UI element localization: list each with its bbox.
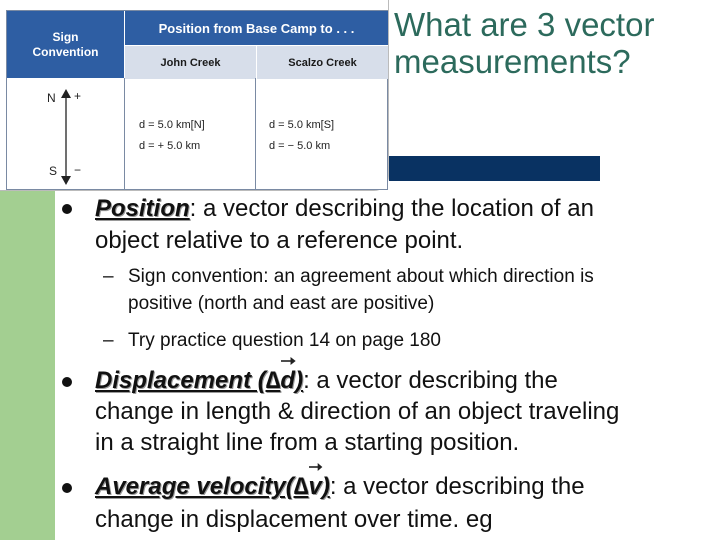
velocity-term [95,473,330,500]
sign-convention-line1: Sign convention: an agreement about which direction is [128,266,594,287]
table-divider [124,78,125,189]
table-divider [255,78,256,189]
scalzo-creek-scalar: d = − 5.0 km [269,140,331,152]
john-creek-scalar: d = + 5.0 km [139,140,201,152]
sub-bullet-dash: – [103,266,114,287]
displacement-bullet-line1 [95,365,558,396]
sub-bullet-dash: – [103,330,114,351]
decorative-bar [389,156,600,181]
north-south-arrow-icon [59,89,73,185]
displacement-vector-letter: d [280,367,296,394]
slide-title: What are 3 vector measurements? [394,6,655,80]
position-bullet-line1 [95,193,594,224]
velocity-vector-letter: v [308,473,322,500]
sign-convention-figure [0,0,388,190]
displacement-definition-3: in a straight line from a starting position. [95,429,520,456]
scalzo-creek-header: Scalzo Creek [256,45,388,79]
position-table [6,10,388,190]
displacement-term-text: Displacement (∆ [95,367,281,394]
velocity-term-text: Average velocity(∆ [95,473,309,500]
displacement-term-close: ) [295,367,304,394]
south-label: S [49,164,58,178]
south-sign: − [74,163,82,177]
sign-convention-header [7,11,124,78]
vector-arrow-icon [309,462,322,472]
left-accent-bar [0,190,55,540]
vector-arrow-icon [281,356,296,366]
velocity-vector [308,471,321,502]
header-left-line2: Convention [32,44,99,59]
north-label: N [47,91,56,105]
bullet-dot [62,204,72,214]
john-creek-vector: d = 5.0 km[N] [139,119,205,131]
velocity-bullet-line1 [95,471,585,502]
velocity-term-close: ) [321,473,330,500]
position-header: Position from Base Camp to . . . [124,11,388,45]
velocity-definition-1: : a vector describing the [329,473,585,500]
bullet-dot [62,377,72,387]
position-definition-1: : a vector describing the location of an [189,195,594,222]
position-definition-2: object relative to a reference point. [95,227,464,254]
header-left-line1: Sign [52,29,79,44]
displacement-definition-1: : a vector describing the [303,367,558,394]
displacement-vector [280,365,295,396]
john-creek-header: John Creek [124,45,256,79]
sign-convention-line2: positive (north and east are positive) [128,293,435,314]
scalzo-creek-vector: d = 5.0 km[S] [269,119,335,131]
north-sign: + [74,89,82,103]
bullet-dot [62,483,72,493]
position-term: Position [95,195,190,222]
velocity-definition-2: change in displacement over time. eg [95,506,493,533]
practice-question: Try practice question 14 on page 180 [128,330,441,351]
displacement-term [95,367,303,394]
displacement-definition-2: change in length & direction of an object traveling [95,398,620,425]
